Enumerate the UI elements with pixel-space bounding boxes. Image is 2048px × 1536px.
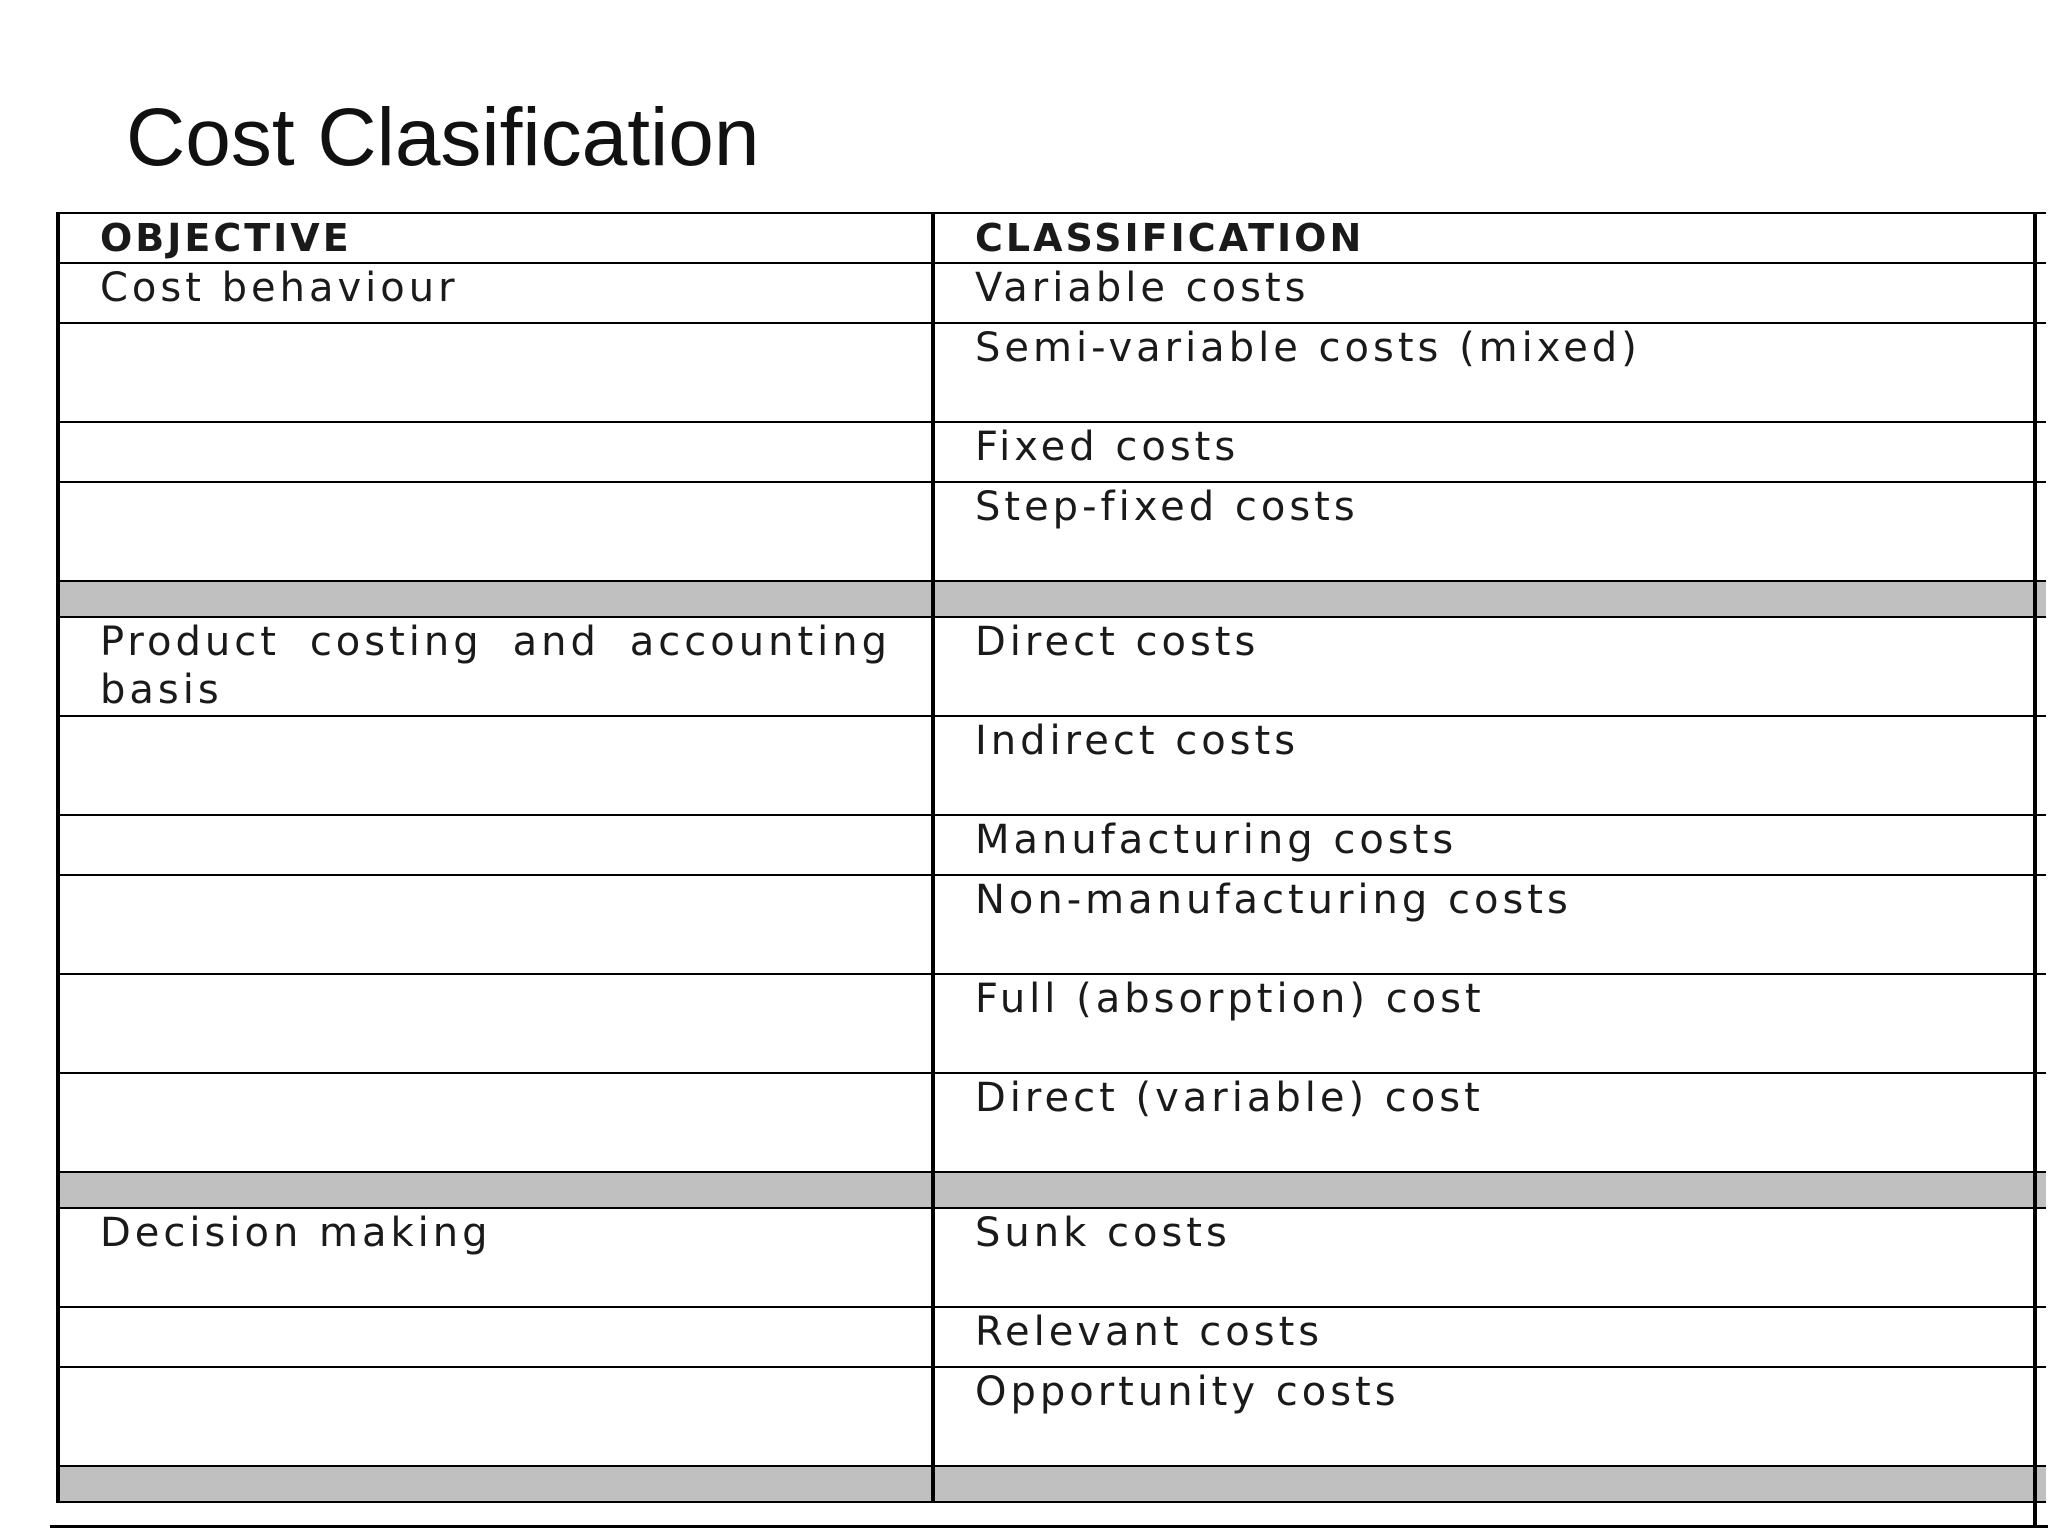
objective-cell: Decision making	[58, 1208, 933, 1307]
separator-cell	[933, 1172, 2046, 1208]
table-row	[58, 1307, 2046, 1367]
table-row	[58, 1367, 2046, 1466]
classification-cell: Step-fixed costs	[933, 482, 2046, 581]
objective-cell	[58, 617, 933, 716]
table-row	[58, 617, 2046, 716]
classification-cell: Fixed costs	[933, 422, 2046, 482]
classification-cell: Variable costs	[933, 263, 2046, 323]
table-right-border	[2033, 212, 2037, 1526]
classification-cell: Indirect costs	[933, 716, 2046, 815]
separator-cell	[58, 1466, 933, 1502]
separator-cell	[933, 1466, 2046, 1502]
classification-cell: Non-manufacturing costs	[933, 875, 2046, 974]
table-row	[58, 815, 2046, 875]
classification-cell: Relevant costs	[933, 1307, 2046, 1367]
objective-cell	[58, 716, 933, 815]
table-row	[58, 422, 2046, 482]
cost-classification-table	[56, 212, 2046, 1503]
table-row	[58, 482, 2046, 581]
table-row	[58, 875, 2046, 974]
objective-cell	[58, 482, 933, 581]
group-separator-row	[58, 1172, 2046, 1208]
classification-cell: Manufacturing costs	[933, 815, 2046, 875]
objective-cell	[58, 875, 933, 974]
classification-cell: Direct (variable) cost	[933, 1073, 2046, 1172]
objective-cell	[58, 815, 933, 875]
table-header-row	[58, 213, 2046, 263]
separator-cell	[58, 581, 933, 617]
table-row	[58, 716, 2046, 815]
objective-cell	[58, 323, 933, 422]
header-objective: OBJECTIVE	[58, 213, 933, 263]
classification-cell: Full (absorption) cost	[933, 974, 2046, 1073]
objective-text: Product costing and accounting basis	[100, 619, 891, 713]
table-row	[58, 974, 2046, 1073]
objective-cell	[58, 1367, 933, 1466]
separator-cell	[58, 1172, 933, 1208]
objective-cell: Cost behaviour	[58, 263, 933, 323]
objective-cell	[58, 1073, 933, 1172]
classification-cell: Direct costs	[933, 617, 2046, 716]
classification-cell: Sunk costs	[933, 1208, 2046, 1307]
header-classification: CLASSIFICATION	[933, 213, 2046, 263]
objective-cell	[58, 1307, 933, 1367]
objective-cell	[58, 422, 933, 482]
table-bottom-border	[50, 1525, 2048, 1528]
slide-title: Cost Clasification	[126, 92, 760, 183]
group-separator-row	[58, 1466, 2046, 1502]
table-row	[58, 263, 2046, 323]
classification-cell: Semi-variable costs (mixed)	[933, 323, 2046, 422]
classification-cell: Opportunity costs	[933, 1367, 2046, 1466]
separator-cell	[933, 581, 2046, 617]
group-separator-row	[58, 581, 2046, 617]
table-row	[58, 323, 2046, 422]
table-row	[58, 1208, 2046, 1307]
objective-cell	[58, 974, 933, 1073]
table-row	[58, 1073, 2046, 1172]
